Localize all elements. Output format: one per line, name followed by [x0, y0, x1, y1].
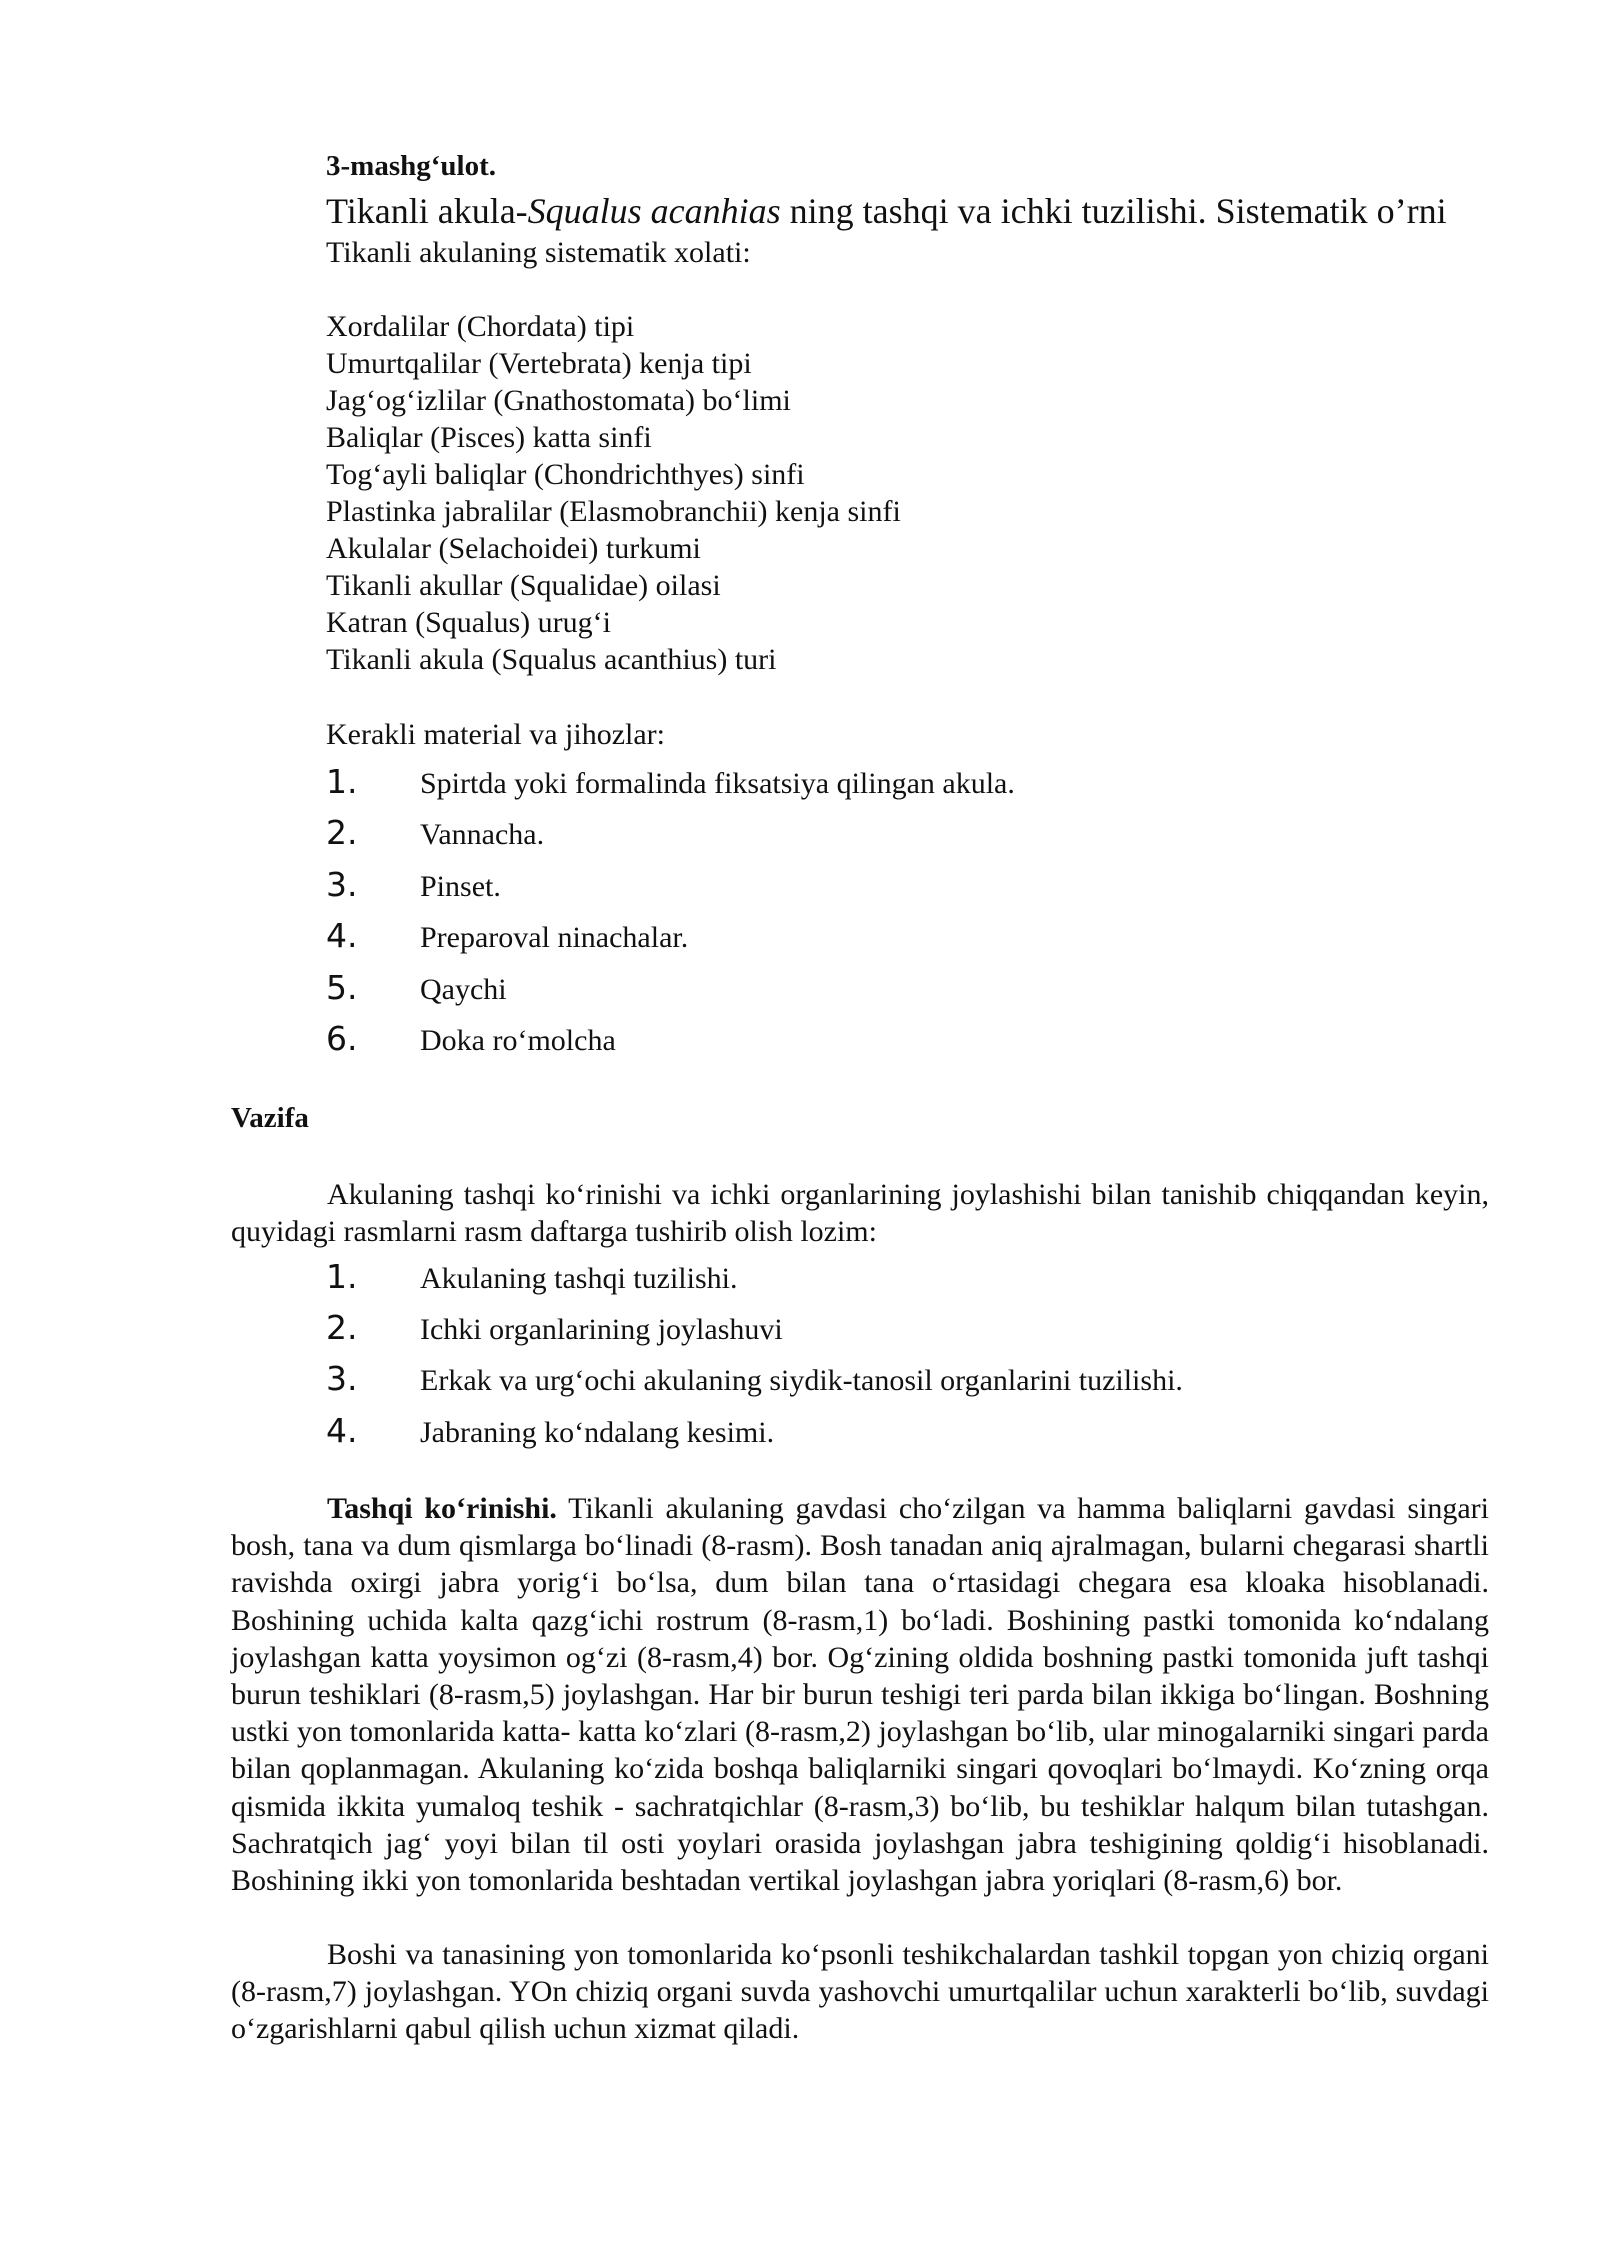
title-prefix: Tikanli akula- [326, 191, 528, 231]
list-text: Ichki organlarining joylashuvi [420, 1313, 783, 1346]
task-intro [231, 1176, 1489, 1250]
list-number: 2. [326, 813, 358, 852]
list-number: 4. [326, 916, 358, 955]
taxonomy-item: Jag‘og‘izlilar (Gnathostomata) bo‘limi [326, 384, 791, 417]
external-paragraph [231, 1490, 1489, 1899]
list-number: 6. [326, 1019, 358, 1058]
list-number: 3. [326, 865, 358, 904]
materials-label: Kerakli material va jihozlar: [326, 718, 666, 751]
list-text: Jabraning ko‘ndalang kesimi. [420, 1416, 775, 1449]
sistematik-label: Tikanli akulaning sistematik xolati: [326, 236, 751, 269]
list-text: Erkak va urg‘ochi akulaning siydik-tanosil organlarini tuzilishi. [420, 1364, 1183, 1397]
lesson-heading: 3-mashg‘ulot. [326, 150, 496, 182]
external-bold-lead: Tashqi ko‘rinishi. [327, 1492, 557, 1525]
taxonomy-list [326, 308, 901, 678]
taxonomy-item: Plastinka jabralilar (Elasmobranchii) kenja sinfi [326, 495, 901, 528]
list-number: 3. [326, 1359, 358, 1398]
task-heading: Vazifa [231, 1102, 309, 1134]
taxonomy-item: Xordalilar (Chordata) tipi [326, 310, 635, 343]
taxonomy-item: Tikanli akullar (Squalidae) oilasi [326, 569, 721, 602]
list-number: 2. [326, 1308, 358, 1347]
list-text: Qaychi [420, 973, 507, 1006]
taxonomy-item: Katran (Squalus) urug‘i [326, 606, 611, 639]
list-number: 1. [326, 1257, 358, 1296]
list-text: Akulaning tashqi tuzilishi. [420, 1262, 738, 1295]
list-text: Doka ro‘molcha [420, 1024, 616, 1057]
taxonomy-item: Tikanli akula (Squalus acanthius) turi [326, 643, 777, 676]
taxonomy-item: Umurtqalilar (Vertebrata) kenja tipi [326, 347, 752, 380]
title-species-italic: Squalus acanhias [527, 191, 781, 231]
title-suffix: ning tashqi va ichki tuzilishi. Sistematik o’rni [780, 191, 1447, 231]
list-text: Spirtda yoki formalinda fiksatsiya qilingan akula. [420, 767, 1015, 800]
task-intro-text: Akulaning tashqi ko‘rinishi va ichki organlarining joylashishi bilan tanishib chiqqandan keyin, quyidagi rasmlarni rasm daftarga tushirib olish lozim: [231, 1178, 1489, 1249]
list-number: 4. [326, 1411, 358, 1450]
lateral-line-text: Boshi va tanasining yon tomonlarida ko‘psonli teshikchalardan tashkil topgan yon chiziq organi (8-rasm,7) joylashgan. YOn chiziq organi suvda yashovchi umurtqalilar uchun xarakterli bo‘lib, suvdagi o‘zgarishlarni qabul qilish uchun xizmat qiladi. [231, 1938, 1489, 2046]
list-text: Vannacha. [420, 818, 545, 851]
taxonomy-item: Tog‘ayli baliqlar (Chondrichthyes) sinfi [326, 458, 805, 491]
list-number: 5. [326, 968, 358, 1007]
external-paragraph-text: Tikanli akulaning gavdasi cho‘zilgan va hamma baliqlarni gavdasi singari bosh, tana va dum qismlarga bo‘linadi (8-rasm). Bosh tanadan aniq ajralmagan, bularni chegarasi shartli ravishda oxirgi jabra yorig‘i bo‘lsa, dum bilan tana o‘rtasidagi chegara esa kloaka hisoblanadi. Boshining uchida kalta qazg‘ichi rostrum (8-rasm,1) bo‘ladi. Boshining pastki tomonida ko‘ndalang joylashgan katta yoysimon og‘zi (8-rasm,4) bor. Og‘zining oldida boshning pastki tomonida juft tashqi burun teshiklari (8-rasm,5) joylashgan. Har bir burun teshigi teri parda bilan ikkiga bo‘lingan. Boshning ustki yon tomonlarida katta- katta ko‘zlari (8-rasm,2) joylashgan bo‘lib, ular minogalarniki singari parda bilan qoplanmagan. Akulaning ko‘zida boshqa baliqlarniki singari qovoqlari bo‘lmaydi. Ko‘zning orqa qismida ikkita yumaloq teshik - sachratqichlar (8-rasm,3) bo‘lib, bu teshiklar halqum bilan tutashgan. Sachratqich jag‘ yoyi bilan til osti yoylari orasida joylashgan jabra teshigining qoldig‘i hisoblanadi. Boshining ikki yon tomonlarida beshtadan vertikal joylashgan jabra yoriqlari (8-rasm,6) bor. [231, 1492, 1489, 1898]
lesson-title [326, 190, 1447, 232]
lateral-line-paragraph [231, 1936, 1489, 2048]
list-text: Pinset. [420, 870, 501, 903]
list-number: 1. [326, 762, 358, 801]
list-text: Preparoval ninachalar. [420, 921, 689, 954]
taxonomy-item: Akulalar (Selachoidei) turkumi [326, 532, 701, 565]
taxonomy-item: Baliqlar (Pisces) katta sinfi [326, 421, 652, 454]
